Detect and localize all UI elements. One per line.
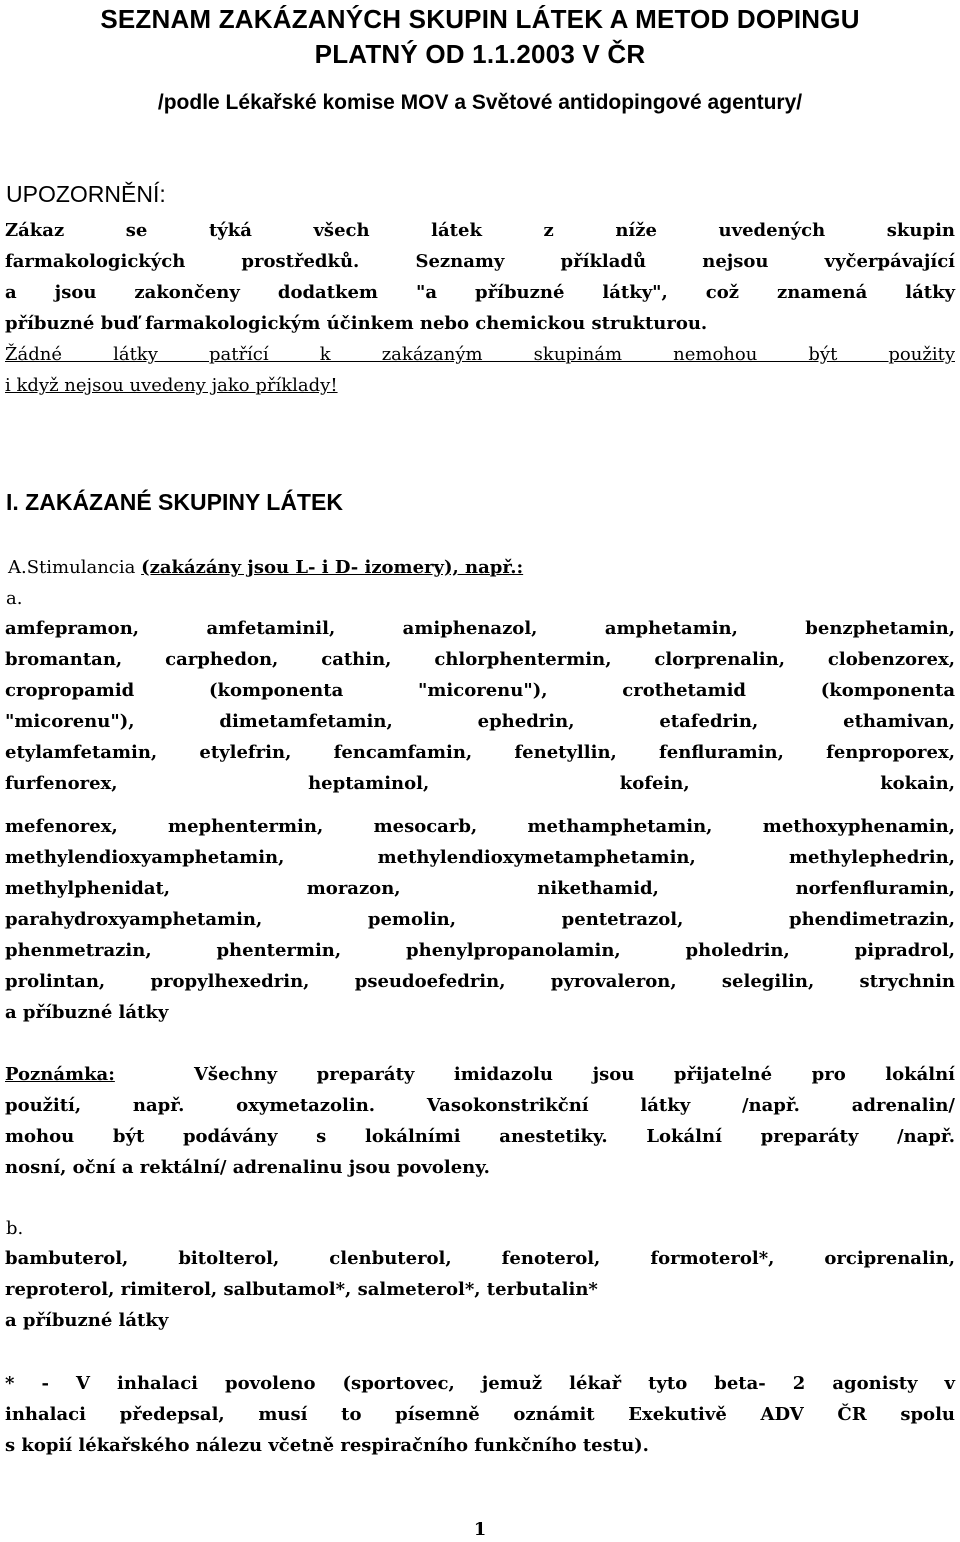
group-a-line: furfenorex, heptaminol, kofein, kokain, — [5, 773, 955, 794]
group-a-line: parahydroxyamphetamin, pemolin, pentetrazol, phendimetrazin, — [5, 909, 955, 930]
note-line: nosní, oční a rektální/ adrenalinu jsou povoleny. — [5, 1157, 490, 1178]
group-a-line: a příbuzné látky — [5, 1002, 169, 1023]
note-label: Poznámka: — [5, 1064, 115, 1085]
group-a-line: methylphenidat, morazon, nikethamid, norfenfluramin, — [5, 878, 955, 899]
group-a-line: mefenorex, mephentermin, mesocarb, methamphetamin, methoxyphenamin, — [5, 816, 955, 837]
footnote-paragraph — [5, 1368, 955, 1461]
note-paragraph — [5, 1059, 955, 1183]
group-b-label: b. — [6, 1218, 24, 1239]
document-title-line-2: PLATNÝ OD 1.1.2003 V ČR — [314, 39, 646, 69]
group-a-line: prolintan, propylhexedrin, pseudoefedrin, pyrovaleron, selegilin, strychnin — [5, 971, 955, 992]
footnote-line: inhalaci předepsal, musí to písemně oznámit Exekutivě ADV ČR spolu — [5, 1404, 955, 1425]
warning-line: a jsou zakončeny dodatkem "a příbuzné látky", což znamená látky — [5, 282, 955, 303]
warning-underlined-line: i když nejsou uvedeny jako příklady! — [5, 375, 338, 396]
warning-line: Zákaz se týká všech látek z níže uvedených skupin — [5, 220, 955, 241]
stimulancia-subheading — [8, 556, 523, 580]
group-a-line: phenmetrazin, phentermin, phenylpropanolamin, pholedrin, pipradrol, — [5, 940, 955, 961]
group-a-label: a. — [6, 588, 23, 609]
group-b-list — [5, 1243, 955, 1336]
group-a-line: etylamfetamin, etylefrin, fencamfamin, fenetyllin, fenfluramin, fenproporex, — [5, 742, 955, 763]
note-line-text: Všechny preparáty imidazolu jsou přijatelné pro lokální — [193, 1064, 955, 1085]
warning-heading: UPOZORNĚNÍ: — [6, 181, 166, 207]
stimulancia-label: A.Stimulancia — [8, 557, 142, 578]
section-heading: I. ZAKÁZANÉ SKUPINY LÁTEK — [6, 489, 343, 515]
stimulancia-qualifier: (zakázány jsou L- i D- izomery), např.: — [141, 557, 524, 578]
warning-underlined-line: Žádné látky patřící k zakázaným skupinám nemohou být použity — [5, 344, 955, 365]
document-title-line-1: SEZNAM ZAKÁZANÝCH SKUPIN LÁTEK A METOD DOPINGU — [100, 4, 860, 34]
note-line: mohou být podávány s lokálními anestetiky. Lokální preparáty /např. — [5, 1126, 955, 1147]
footnote-line: * - V inhalaci povoleno (sportovec, jemuž lékař tyto beta- 2 agonisty v — [5, 1373, 955, 1394]
note-line — [5, 1059, 955, 1090]
group-a-line: methylendioxyamphetamin, methylendioxymetamphetamin, methylephedrin, — [5, 847, 955, 868]
page-number: 1 — [473, 1519, 487, 1540]
document-subtitle: /podle Lékařské komise MOV a Světové antidopingové agentury/ — [157, 91, 803, 114]
warning-line: příbuzné buď farmakologickým účinkem nebo chemickou strukturou. — [5, 313, 708, 334]
group-a-line: "micorenu"), dimetamfetamin, ephedrin, etafedrin, ethamivan, — [5, 711, 955, 732]
group-a-line: amfepramon, amfetaminil, amiphenazol, amphetamin, benzphetamin, — [5, 618, 955, 639]
group-a-line: bromantan, carphedon, cathin, chlorphentermin, clorprenalin, clobenzorex, — [5, 649, 955, 670]
group-a-list-continued — [5, 811, 955, 1028]
note-line: použití, např. oxymetazolin. Vasokonstrikční látky /např. adrenalin/ — [5, 1095, 955, 1116]
warning-paragraph — [5, 215, 955, 339]
footnote-line: s kopií lékařského nálezu včetně respiračního funkčního testu). — [5, 1435, 649, 1456]
group-a-line: cropropamid (komponenta "micorenu"), crothetamid (komponenta — [5, 680, 955, 701]
group-a-list — [5, 613, 955, 799]
group-b-line: bambuterol, bitolterol, clenbuterol, fenoterol, formoterol*, orciprenalin, — [5, 1248, 955, 1269]
group-b-line: reproterol, rimiterol, salbutamol*, salmeterol*, terbutalin* — [5, 1279, 598, 1300]
group-b-line: a příbuzné látky — [5, 1310, 169, 1331]
warning-line: farmakologických prostředků. Seznamy příkladů nejsou vyčerpávající — [5, 251, 955, 272]
warning-underlined-paragraph — [5, 339, 955, 401]
